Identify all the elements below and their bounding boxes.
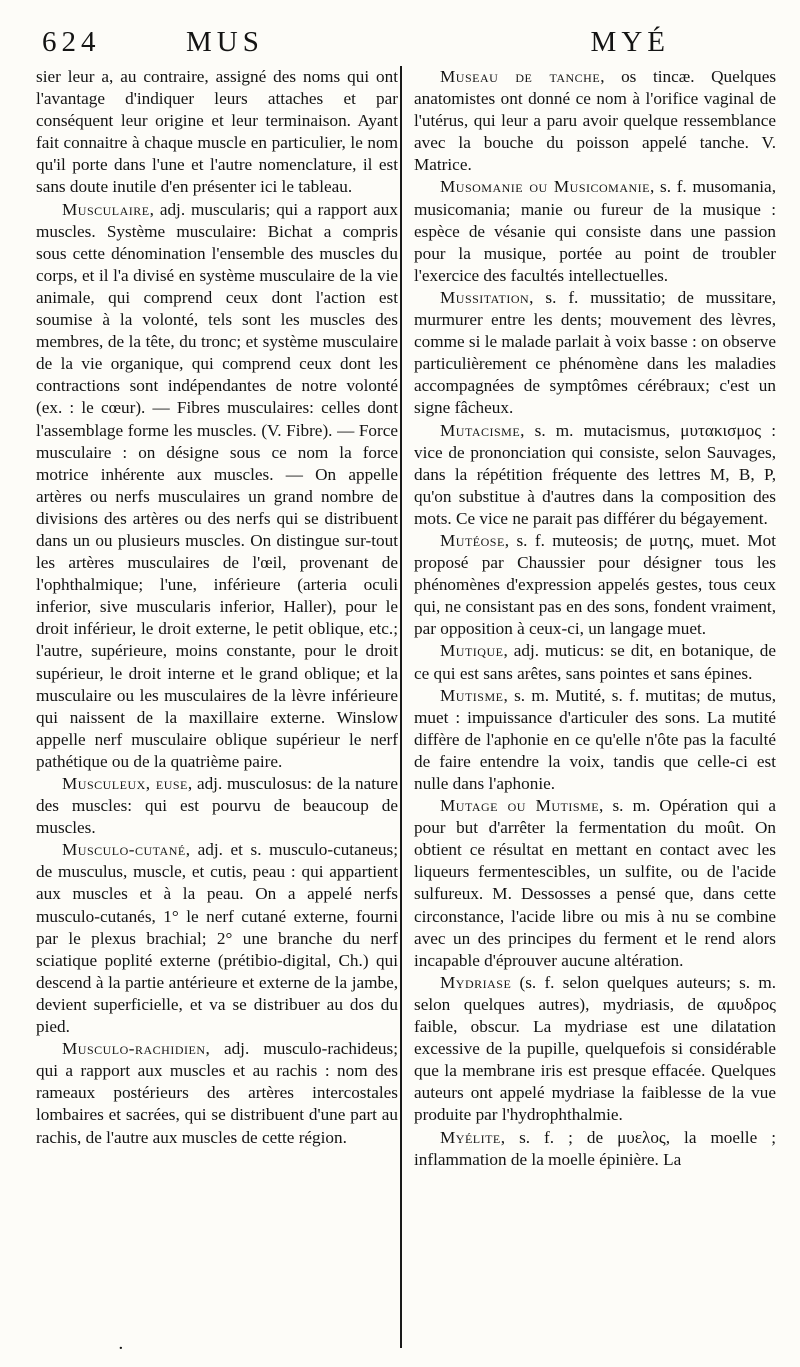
entry-musculeux <box>36 773 398 839</box>
entry-mydriase <box>414 972 776 1127</box>
entry-mutage <box>414 795 776 972</box>
entry-text: , adj. et s. musculo-cutaneus; de musculus, muscle, et cutis, peau : qui appartient aux muscles et à la peau. On a appelé nerfs musculo-cutanés, 1° le nerf cutané externe, fourni par le plexus brachial; 2° une branche du nerf sciatique poplité externe (prétibio-digital, Ch.) qui descend à la partie antérieure et externe de la jambe, devient superficielle, et va se distribuer au dos du pied. <box>36 840 398 1037</box>
headword: Mutage ou Mutisme <box>440 796 600 816</box>
running-head-right: MYÉ <box>590 26 670 58</box>
running-head-left: MUS <box>186 26 264 58</box>
headword: Mutacisme <box>440 420 521 440</box>
entry-myelite <box>414 1127 776 1171</box>
entry-musculo-cutane <box>36 839 398 1038</box>
entry-muteose <box>414 530 776 640</box>
headword: Musculeux, euse <box>62 774 188 793</box>
headword: Myélite <box>440 1127 501 1147</box>
column-divider <box>400 66 402 1348</box>
headword: Mutéose <box>440 530 505 550</box>
headword: Musomanie ou Musicomanie <box>440 177 650 197</box>
headword: Musculo-rachidien <box>62 1039 206 1059</box>
entry-musculo-rachidien <box>36 1038 398 1148</box>
left-column <box>36 66 398 1149</box>
entry-musomanie <box>414 176 776 286</box>
entry-text: , s. f. mussitatio; de mussitare, murmurer entre les dents; mouvement des lèvres, comme si le malade parlait à voix basse : on observe particulièrement ce phénomène dans les maladies accompagnées de symptômes cérébraux; c'est un signe fâcheux. <box>414 287 776 418</box>
entry-musculaire <box>36 199 398 773</box>
entry-text: , s. m. mutacismus, μυτακισμος : vice de prononciation qui consiste, selon Sauvages, dans la répétition fréquente des lettres M, B, P, qu'on substitue à d'autres dans la composition des mots. Ce vice ne parait pas différer du bégayement. <box>414 420 776 528</box>
entry-mutisme <box>414 685 776 795</box>
entry-text: , s. m. Opération qui a pour but d'arrêter la fermentation du moût. On obtient ce résultat en mettant en contact avec les liqueurs fermentescibles, un sulfite, ou de l'acide sulfureux. M. Dessosses a pensé que, dans cette circonstance, l'acide libre ou mis à nu se combine avec un des principes du ferment et le rend alors incapable d'éprouver aucune altération. <box>414 796 777 970</box>
page-speck: · <box>118 1338 124 1359</box>
headword: Mydriase <box>440 972 512 992</box>
entry-mutacisme <box>414 420 776 530</box>
headword: Museau de tanche <box>440 67 601 86</box>
entry-text: , os tincæ. Quelques anatomistes ont donné ce nom à l'orifice vaginal de l'utérus, qui leur a paru avoir quelque ressemblance avec la bouche du poisson appelé tanche. V. Matrice. <box>414 67 777 175</box>
entry-text: , adj. musculosus: de la nature des muscles: qui est pourvu de beaucoup de muscles. <box>36 774 398 838</box>
headword: Mutisme <box>440 685 504 705</box>
entry-text: , s. m. Mutité, s. f. mutitas; de mutus, muet : impuissance d'articuler des sons. La mutité diffère de l'aphonie en ce qu'elle n'ôte pas la faculté de faire entendre la voix, tandis que celle-ci est nulle dans l'aphonie. <box>414 685 776 793</box>
headword: Musculo-cutané <box>62 840 186 860</box>
headword: Mutique <box>440 641 504 661</box>
entry-mussitation <box>414 287 776 420</box>
entry-text: , adj. musculo-rachideus; qui a rapport aux muscles et au rachis : nom des rameaux postérieurs des artères intercostales lombaires et sacrées, qui se distribuent d'une part au rachis, de l'autre aux muscles de cette région. <box>36 1039 398 1147</box>
headword: Musculaire <box>62 199 150 219</box>
entry-museau-de-tanche <box>414 66 776 176</box>
entry-text: (s. f. selon quelques auteurs; s. m. selon quelques autres), mydriasis, de αμυδρος faible, obscur. La mydriase est une dilatation excessive de la pupille, quelquefois si considérable que la membrane iris est presque effacée. Quelques auteurs ont appelé mydriase la faiblesse de la vue produite par l'hydrophthalmie. <box>414 972 776 1125</box>
entry-text: , adj. muticus: se dit, en botanique, de ce qui est sans arêtes, sans pointes et sans épines. <box>414 641 776 683</box>
entry-continuation: sier leur a, au contraire, assigné des noms qui ont l'avantage d'indiquer leurs attaches et par conséquent leur origine et leur terminaison. Ayant fait connaitre à chaque muscle en particulier, le nom qu'il porte dans l'une et l'autre nomenclature, il est sans doute inutile d'en présenter ici le tableau. <box>36 67 398 197</box>
headword: Mussitation <box>440 287 530 307</box>
entry-mutique <box>414 640 776 684</box>
entry-text: , s. f. musomania, musicomania; manie ou fureur de la musique : espèce de vésanie qui consiste dans une passion pour la musique, portée au point de troubler l'exercice des facultés intellectuelles. <box>414 177 776 285</box>
entry-text: , s. f. ; de μυελος, la moelle ; inflammation de la moelle épinière. La <box>414 1127 776 1169</box>
entry-text: , adj. muscularis; qui a rapport aux muscles. Système musculaire: Bichat a compris sous cette dénomination l'ensemble des muscles du corps, et il l'a divisé en système musculaire de la vie animale, qui comprend ceux dont l'action est soumise à la volonté, tels sont les muscles des membres, de la tête, du tronc; et système musculaire de la vie organique, qui comprend ceux dont les contractions sont indépendantes de notre volonté (ex. : le cœur). — Fibres musculaires: celles dont l'assemblage forme les muscles. (V. Fibre). — Force musculaire : on désigne sous ce nom la force motrice inhérente aux muscles. — On appelle artères ou nerfs musculaires un grand nombre de divisions des artères ou des nerfs qui se distribuent dans un ou plusieurs muscles. On distingue sur-tout les artères musculaires de l'œil, provenant de l'ophthalmique; l'une, inférieure (arteria oculi inferior, sive muscularis inferior, Haller), pour le droit inférieur, le droit externe, le petit oblique, etc.; l'autre, supérieure, moins constante, pour le droit supérieur, le droit interne et le grand oblique; et la musculaire ou les musculaires de la lèvre inférieure qui naissent de la maxillaire externe. Winslow appelle nerf musculaire oblique supérieur le nerf pathétique ou de la quatrième paire. <box>36 199 398 771</box>
page-number: 624 <box>42 26 101 58</box>
entry-text: , s. f. muteosis; de μυτης, muet. Mot proposé par Chaussier pour désigner tous les phénomènes d'expression appelés gestes, tous ceux qui, ne consistant pas en des sons, fondent vraiment, par opposition à ceux-ci, un langage muet. <box>414 530 776 639</box>
right-column <box>414 66 776 1171</box>
page-header <box>36 18 768 64</box>
